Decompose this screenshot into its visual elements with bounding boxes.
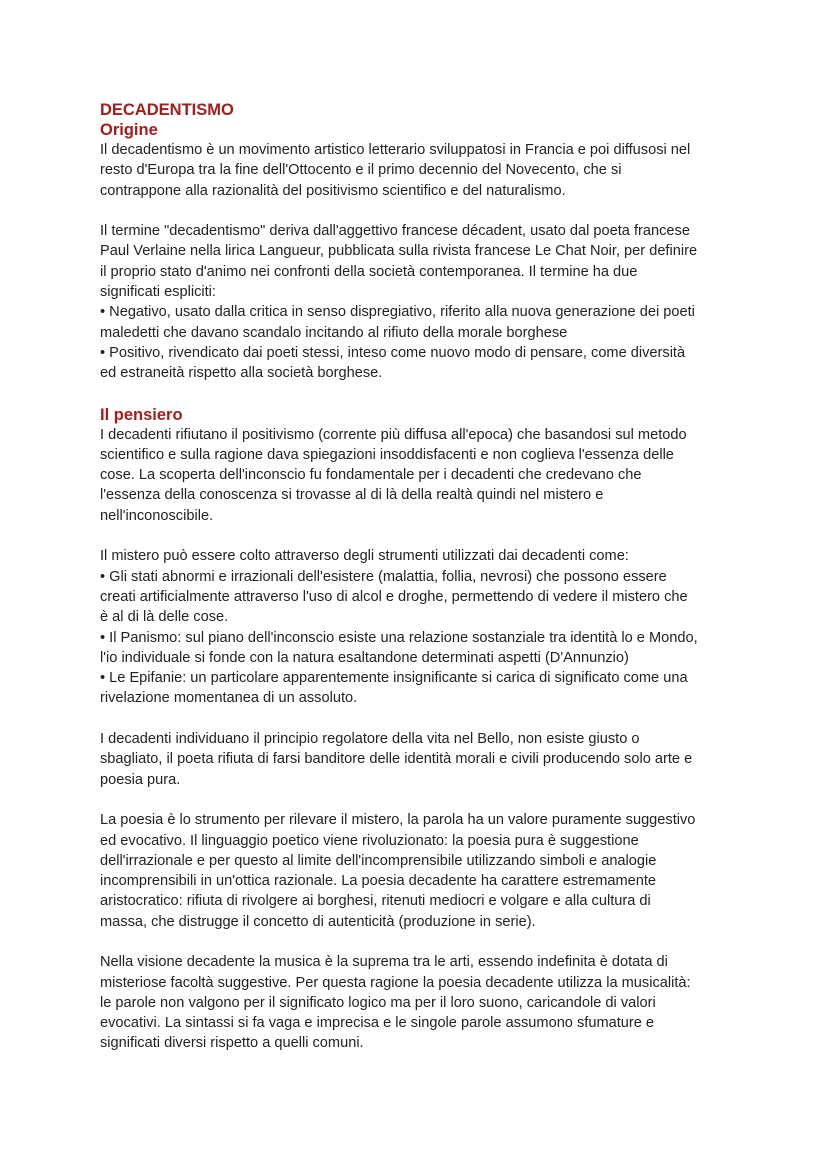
paragraph: I decadenti rifiutano il positivismo (corrente più diffusa all'epoca) che basandosi sul metodo scientifico e sulla ragione dava spiegazioni insoddisfacenti e non coglieva l'essenza delle cose. La scoperta dell'inconscio fu fondamentale per i decadenti che credevano che l'essenza della conoscenza si trovasse al di là della realtà quindi nel mistero e nell'inconoscibile. (100, 426, 687, 524)
paragraph: Il decadentismo è un movimento artistico letterario sviluppatosi in Francia e poi diffusosi nel resto d'Europa tra la fine dell'Ottocento e il primo decennio del Novecento, che si contrappone alla razionalità del positivismo scientifico e del naturalismo. (100, 142, 691, 199)
paragraph-spacer (100, 790, 730, 810)
paragraph: Nella visione decadente la musica è la suprema tra le arti, essendo indefinita è dotata di misteriose facoltà suggestive. Per questa ragione la poesia decadente utilizza la musicalità: le parole non valgono per il significato logico ma per il loro suono, caricandole di valori evocativi. La sintassi si fa vaga e imprecisa e le singole parole assumono sfumature e significati diversi rispetto a quelli comuni. (100, 954, 691, 1052)
paragraph-spacer (100, 932, 730, 952)
paragraph-spacer (100, 709, 730, 729)
section-heading-il-pensiero: Il pensiero (100, 405, 183, 424)
paragraph: Il mistero può essere colto attraverso degli strumenti utilizzati dai decadenti come: • Gli stati abnormi e irrazionali dell'esistere (malattia, follia, nevrosi) che possono essere creati artificialmente attraverso l'uso di alcol e droghe, permettendo di vedere il mistero che è al di là delle cose. • Il Panismo: sul piano dell'inconscio esiste una relazione sostanziale tra identità lo e Mondo, l'io individuale si fonde con la natura esaltandone determinati aspetti (D'Annunzio) • Le Epifanie: un particolare apparentemente insignificante si carica di significato come una rivelazione momentanea di un assoluto. (100, 548, 698, 707)
paragraph-spacer (100, 526, 730, 546)
paragraph: I decadenti individuano il principio regolatore della vita nel Bello, non esiste giusto o sbagliato, il poeta rifiuta di farsi banditore delle identità morali e civili producendo solo arte e poesia pura. (100, 731, 693, 788)
document-page (100, 100, 730, 1054)
paragraph: La poesia è lo strumento per rilevare il mistero, la parola ha un valore puramente suggestivo ed evocativo. Il linguaggio poetico viene rivoluzionato: la poesia pura è suggestione dell'irrazionale e per questo al limite dell'incomprensibile utilizzando simboli e analogie incomprensibili in un'ottica razionale. La poesia decadente ha carattere estremamente aristocratico: rifiuta di rivolgere ai borghesi, ritenuti mediocri e volgare e alla cultura di massa, che distrugge il concetto di autenticità (produzione in serie). (100, 812, 696, 930)
document-title: DECADENTISMO (100, 101, 234, 119)
section-spacer (100, 384, 730, 405)
section-heading-origine: Origine (100, 121, 158, 139)
paragraph: Il termine "decadentismo" deriva dall'aggettivo francese décadent, usato dal poeta francese Paul Verlaine nella lirica Langueur, pubblicata sulla rivista francese Le Chat Noir, per definire il proprio stato d'animo nei confronti della società contemporanea. Il termine ha due significati espliciti: • Negativo, usato dalla critica in senso dispregiativo, riferito alla nuova generazione dei poeti maledetti che davano scandalo incitando al rifiuto della morale borghese • Positivo, rivendicato dai poeti stessi, inteso come nuovo modo di pensare, come diversità ed estraneità rispetto alla società borghese. (100, 223, 698, 382)
paragraph-spacer (100, 201, 730, 221)
